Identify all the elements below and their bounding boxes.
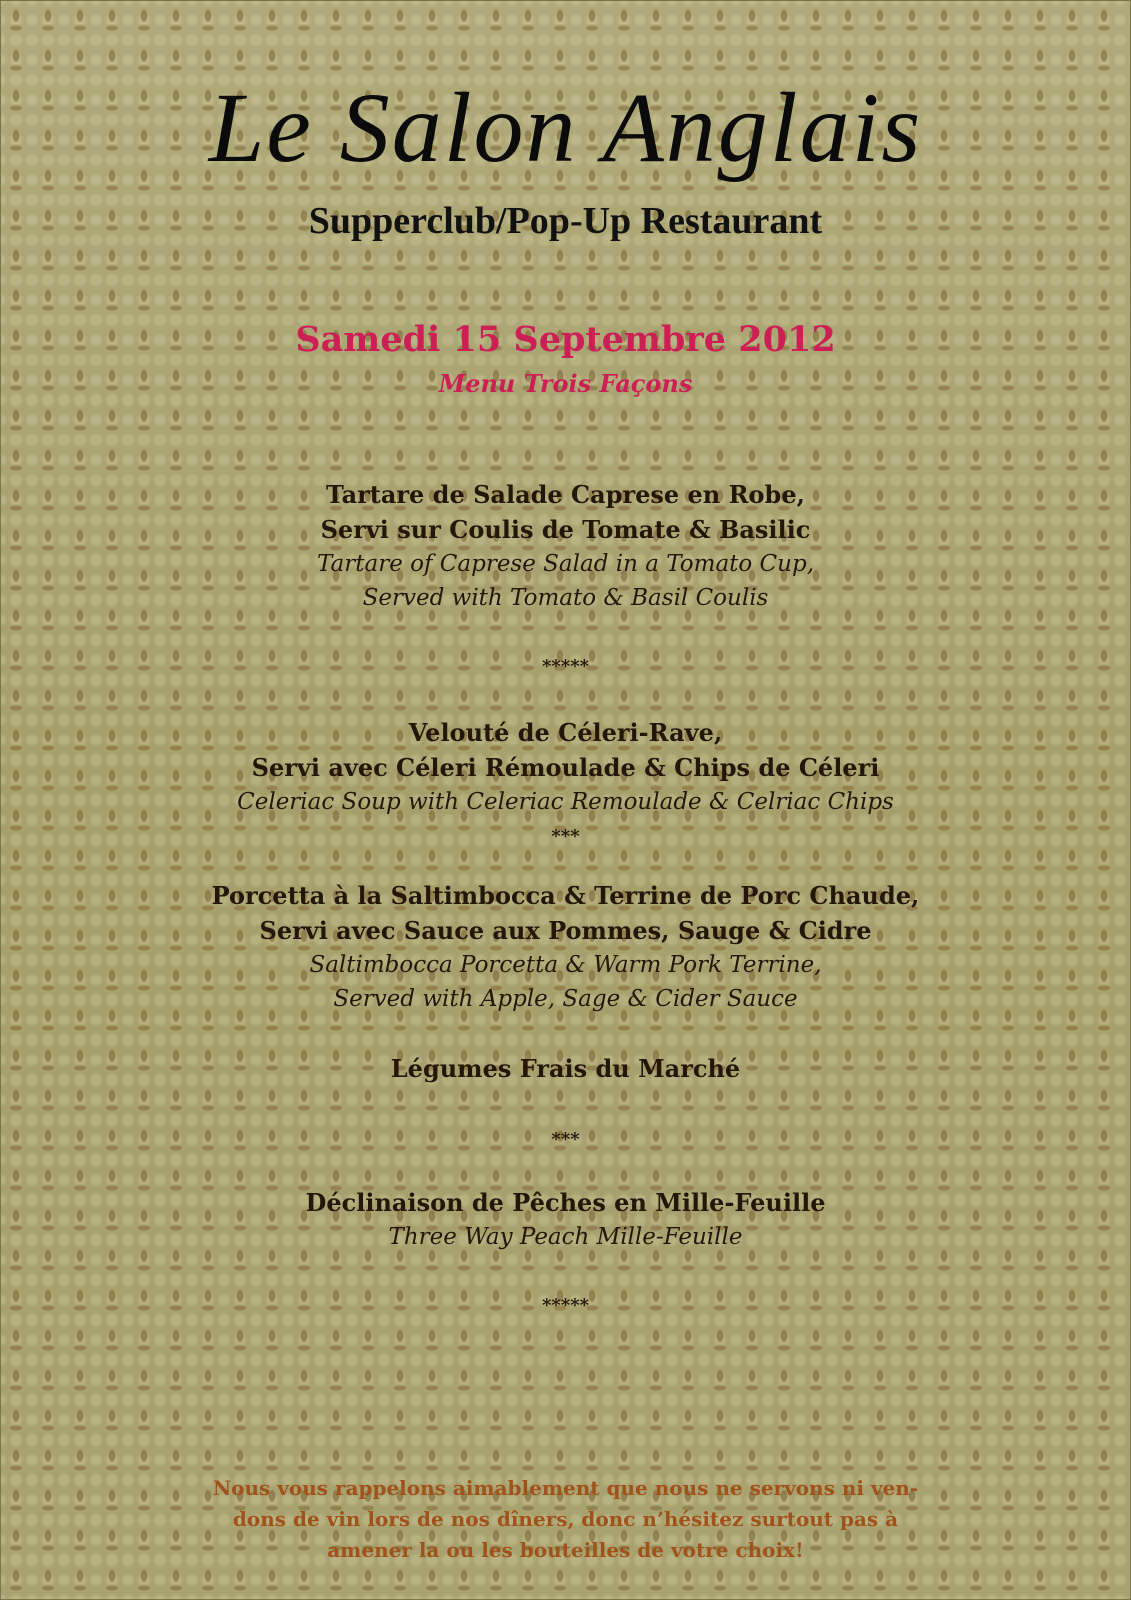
course-fr-line: Déclinaison de Pêches en Mille-Feuille xyxy=(305,1188,826,1217)
course-en-line: Served with Apple, Sage & Cider Sauce xyxy=(333,986,798,1012)
course-fr-line: Tartare de Salade Caprese en Robe, xyxy=(326,480,805,509)
course-separator: ***** xyxy=(541,1295,590,1316)
course-fr-line: Servi avec Céleri Rémoulade & Chips de Céleri xyxy=(251,753,880,782)
course-starter xyxy=(1,477,1130,615)
course-main xyxy=(1,878,1130,1016)
course-dessert xyxy=(1,1185,1130,1254)
event-date: Samedi 15 Septembre 2012 xyxy=(295,319,836,360)
notice-line: amener la ou les bouteilles de votre choix! xyxy=(327,1538,804,1562)
course-en-line: Three Way Peach Mille-Feuille xyxy=(388,1224,743,1250)
course-soup xyxy=(1,715,1130,819)
course-separator: *** xyxy=(551,826,580,847)
course-separator: ***** xyxy=(541,656,590,677)
course-fr-line: Porcetta à la Saltimbocca & Terrine de Porc Chaude, xyxy=(211,881,920,910)
course-fr-line: Légumes Frais du Marché xyxy=(390,1054,741,1083)
notice-line: Nous vous rappelons aimablement que nous ne servons ni ven- xyxy=(212,1476,919,1500)
restaurant-subtitle: Supperclub/Pop-Up Restaurant xyxy=(308,200,823,242)
menu-name: Menu Trois Façons xyxy=(438,369,693,398)
course-fr-line: Servi avec Sauce aux Pommes, Sauge & Cidre xyxy=(259,916,872,945)
course-en-line: Saltimbocca Porcetta & Warm Pork Terrine, xyxy=(309,952,822,978)
course-fr-line: Velouté de Céleri-Rave, xyxy=(408,718,723,747)
course-separator: *** xyxy=(551,1129,580,1150)
restaurant-title: Le Salon Anglais xyxy=(208,72,923,183)
course-en-line: Celeriac Soup with Celeriac Remoulade & Celriac Chips xyxy=(237,789,894,815)
course-side xyxy=(1,1051,1130,1086)
byob-notice xyxy=(151,1473,980,1566)
course-en-line: Tartare of Caprese Salad in a Tomato Cup, xyxy=(316,551,814,577)
notice-line: dons de vin lors de nos dîners, donc n’hésitez surtout pas à xyxy=(232,1507,899,1531)
course-fr-line: Servi sur Coulis de Tomate & Basilic xyxy=(320,515,811,544)
course-en-line: Served with Tomato & Basil Coulis xyxy=(362,585,769,611)
